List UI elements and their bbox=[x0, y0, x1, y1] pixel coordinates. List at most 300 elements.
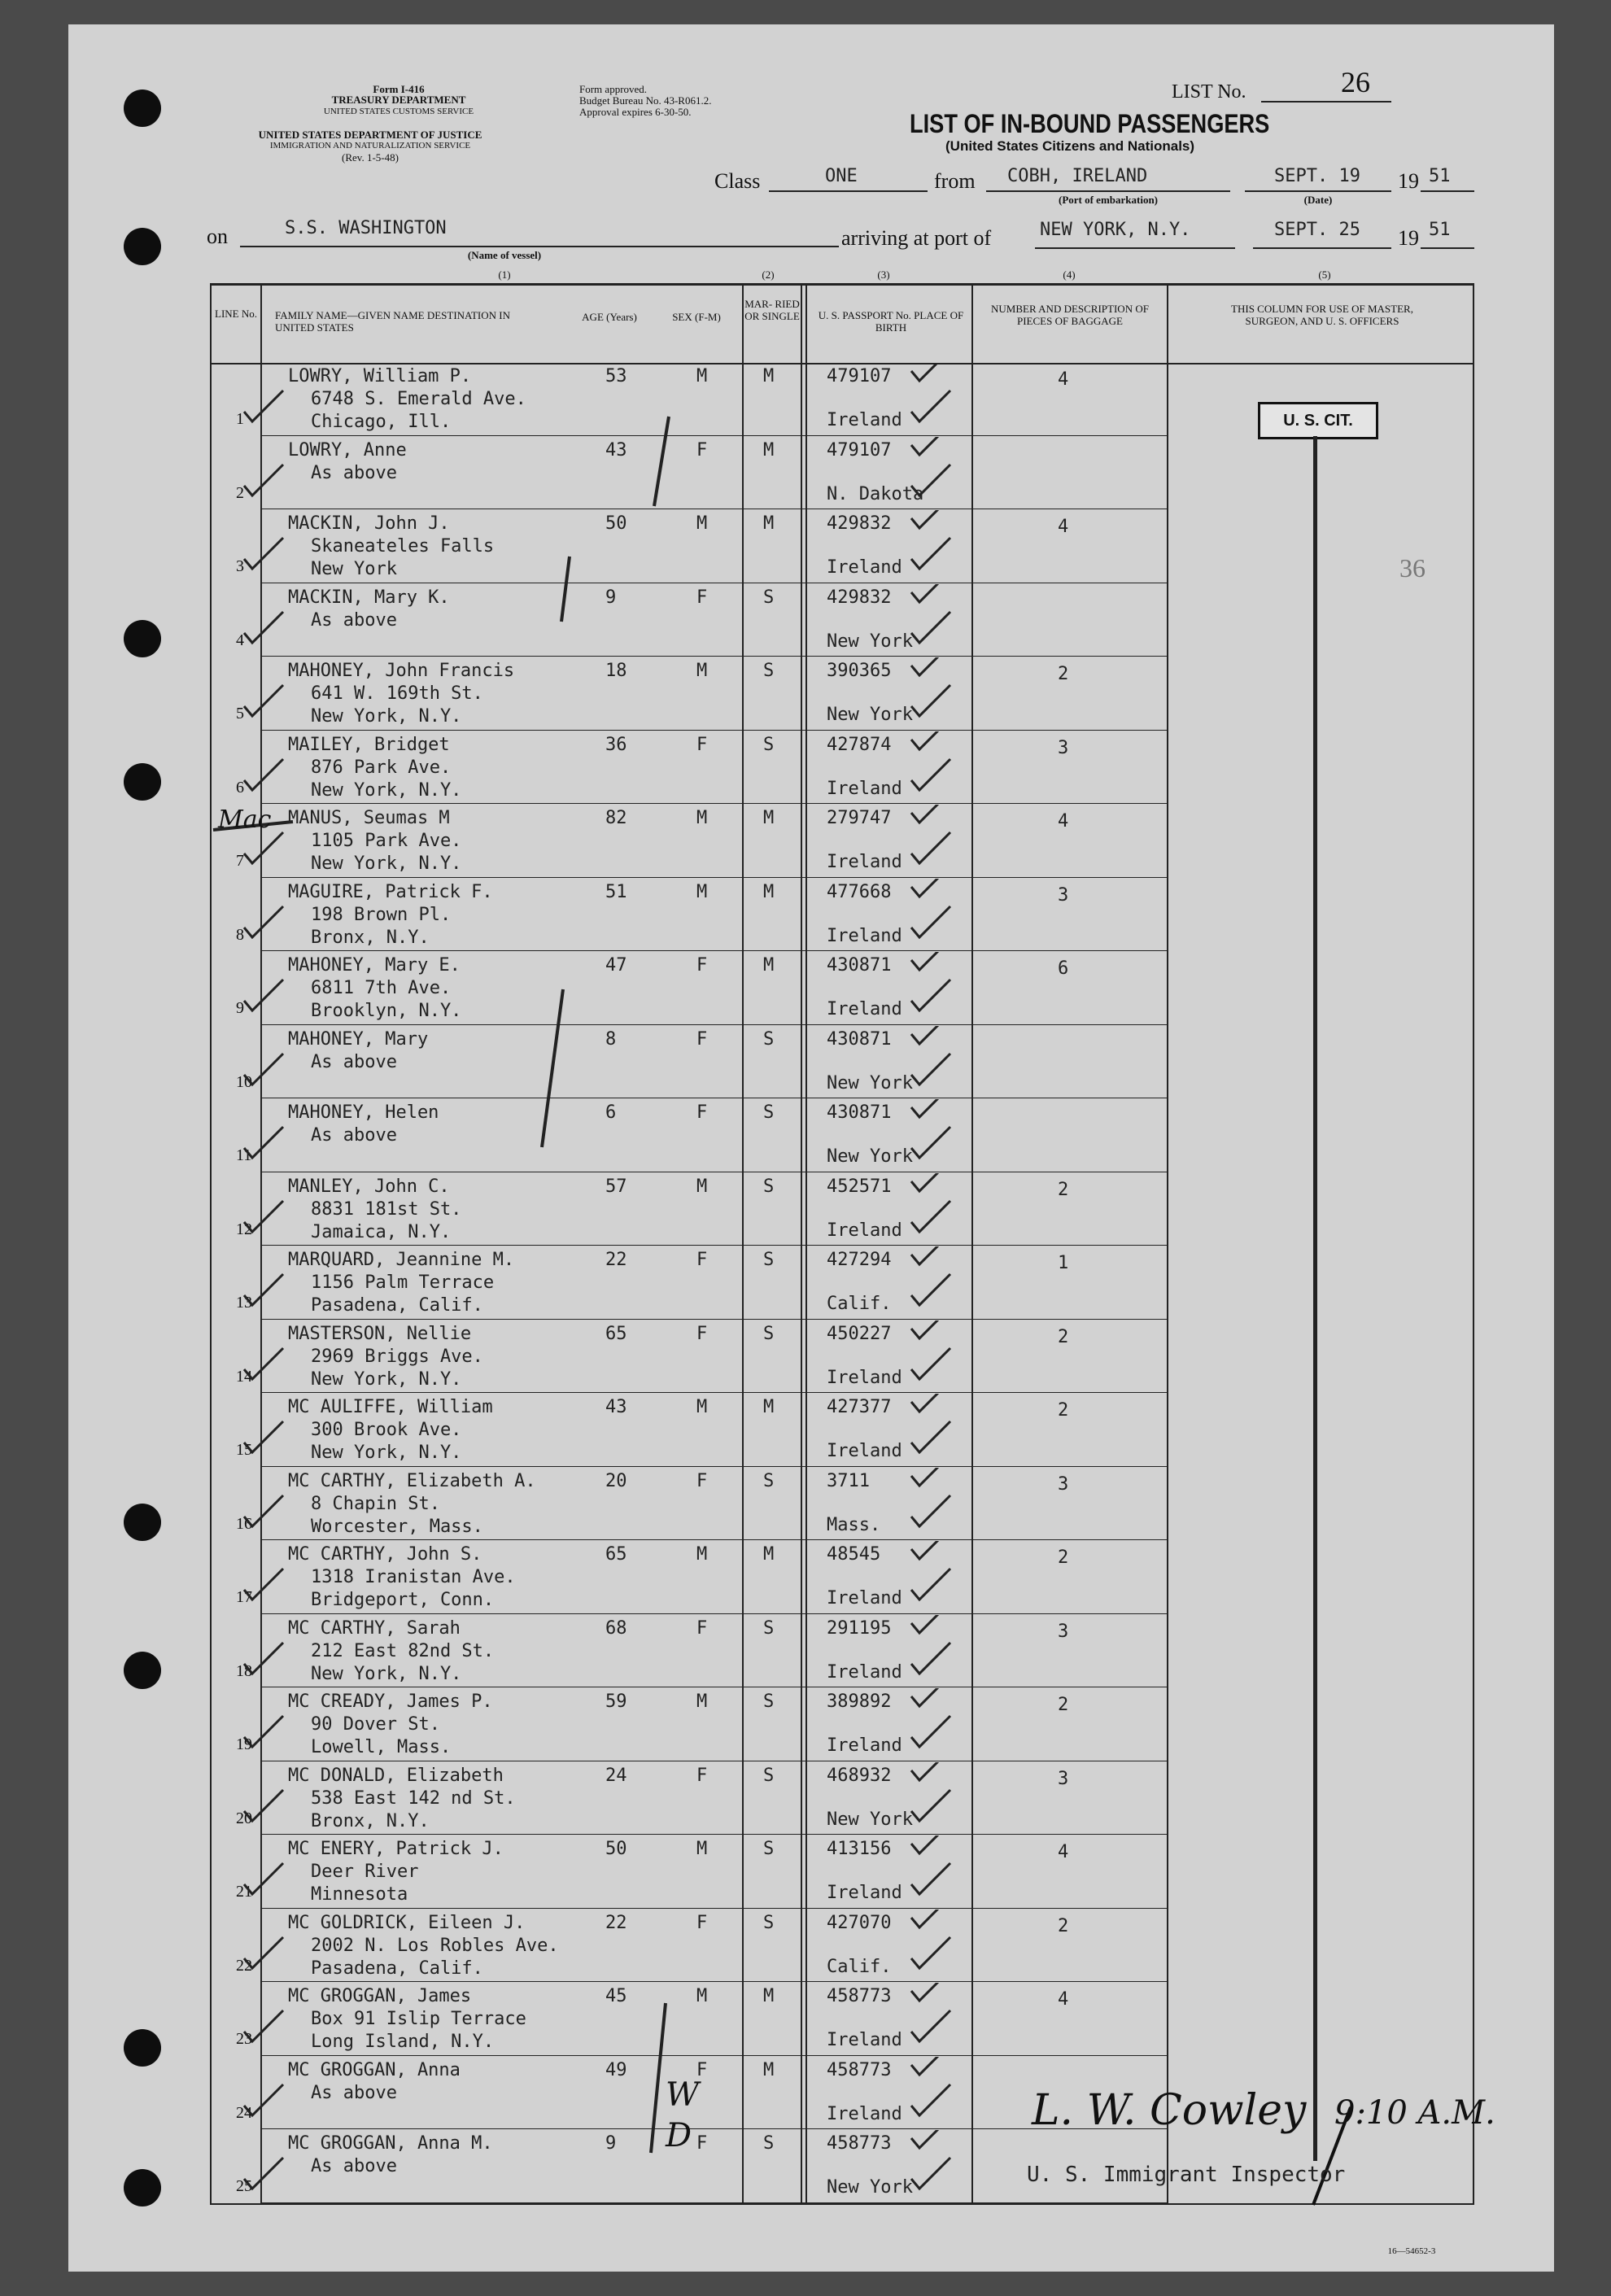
class-underline bbox=[769, 190, 928, 192]
line-number: 13 bbox=[236, 1294, 252, 1312]
check-mark-icon bbox=[0, 1983, 1611, 2056]
table-row bbox=[0, 657, 1611, 731]
sex-value: F bbox=[696, 1028, 708, 1050]
table-row bbox=[0, 879, 1611, 952]
address-line: 6811 7th Ave. bbox=[311, 978, 452, 998]
check-mark-icon bbox=[0, 1541, 1611, 1614]
place-of-birth: New York bbox=[827, 1809, 913, 1830]
name-line: MC CARTHY, John S. bbox=[288, 1544, 482, 1565]
marital-status: S bbox=[763, 587, 775, 608]
address-line: 2002 N. Los Robles Ave. bbox=[311, 1935, 559, 1956]
handwritten-mac: Mac bbox=[218, 805, 272, 834]
marital-status: S bbox=[763, 1176, 775, 1197]
punch-hole bbox=[124, 228, 161, 265]
name-line: MC CARTHY, Sarah bbox=[288, 1617, 461, 1639]
place-of-birth: New York bbox=[827, 705, 913, 725]
baggage-count: 2 bbox=[1058, 1915, 1069, 1936]
check-mark-icon bbox=[0, 731, 1611, 805]
place-of-birth: Calif. bbox=[827, 1294, 892, 1314]
address-line: 6748 S. Emerald Ave. bbox=[311, 389, 526, 409]
header-sex: SEX (F-M) bbox=[672, 311, 721, 323]
name-line: MANUS, Seumas M bbox=[288, 808, 450, 828]
name-line: MAGUIRE, Patrick F. bbox=[288, 881, 493, 902]
name-line: MC DONALD, Elizabeth bbox=[288, 1765, 504, 1786]
address-line: 538 East 142 nd St. bbox=[311, 1787, 516, 1809]
place-of-birth: Ireland bbox=[827, 1588, 902, 1609]
line-number: 6 bbox=[236, 778, 244, 797]
arrival-year-underline bbox=[1421, 247, 1474, 249]
baggage-count: 4 bbox=[1058, 517, 1069, 537]
check-mark-icon bbox=[0, 510, 1611, 583]
passport-number: 477668 bbox=[827, 881, 892, 902]
age-value: 22 bbox=[605, 1912, 627, 1933]
passport-number: 3711 bbox=[827, 1470, 870, 1491]
name-line: MC GROGGAN, Anna M. bbox=[288, 2133, 493, 2154]
sex-value: M bbox=[696, 1691, 708, 1712]
city-line: Brooklyn, N.Y. bbox=[311, 1001, 462, 1021]
arrival-port: NEW YORK, N.Y. bbox=[1040, 220, 1191, 240]
sex-value: M bbox=[696, 661, 708, 681]
marital-status: M bbox=[763, 366, 775, 386]
sex-value: F bbox=[696, 1912, 708, 1933]
line-number: 16 bbox=[236, 1514, 252, 1533]
sex-value: M bbox=[696, 1397, 708, 1417]
marital-status: S bbox=[763, 1912, 775, 1933]
arrival-year: 51 bbox=[1429, 220, 1451, 240]
city-line: New York, N.Y. bbox=[311, 779, 462, 801]
table-row bbox=[0, 1688, 1611, 1761]
age-value: 47 bbox=[605, 955, 627, 976]
marital-status: S bbox=[763, 1323, 775, 1344]
subtitle: (United States Citizens and Nationals) bbox=[945, 138, 1195, 154]
passport-number: 389892 bbox=[827, 1691, 892, 1712]
table-row bbox=[0, 1026, 1611, 1099]
name-line: MAHONEY, Mary E. bbox=[288, 955, 461, 976]
arrival-date-underline bbox=[1253, 247, 1391, 249]
approval-1: Form approved. bbox=[579, 83, 648, 95]
address-line: As above bbox=[311, 2082, 397, 2103]
annotation-36: 36 bbox=[1399, 553, 1425, 583]
header-married: MAR- RIED OR SINGLE bbox=[744, 298, 800, 322]
passport-number: 427070 bbox=[827, 1912, 892, 1933]
sex-value: F bbox=[696, 587, 708, 608]
marital-status: M bbox=[763, 1986, 775, 2006]
line-number: 11 bbox=[236, 1146, 252, 1164]
address-line: 8831 181st St. bbox=[311, 1198, 462, 1220]
sex-value: F bbox=[696, 1102, 708, 1123]
address-line: 198 Brown Pl. bbox=[311, 904, 452, 925]
name-line: MC CARTHY, Elizabeth A. bbox=[288, 1470, 536, 1491]
baggage-count: 3 bbox=[1058, 1473, 1069, 1495]
check-mark-icon bbox=[0, 1026, 1611, 1099]
line-number: 24 bbox=[236, 2103, 252, 2122]
baggage-count: 6 bbox=[1058, 958, 1069, 979]
passport-number: 450227 bbox=[827, 1323, 892, 1344]
line-number: 10 bbox=[236, 1072, 252, 1091]
age-value: 43 bbox=[605, 1397, 627, 1417]
line-number: 19 bbox=[236, 1735, 252, 1753]
name-line: MAILEY, Bridget bbox=[288, 734, 450, 755]
place-of-birth: Ireland bbox=[827, 2030, 902, 2050]
passport-number: 291195 bbox=[827, 1617, 892, 1639]
address-line: 212 East 82nd St. bbox=[311, 1640, 495, 1661]
table-row bbox=[0, 1246, 1611, 1320]
city-line: Bronx, N.Y. bbox=[311, 927, 430, 948]
age-value: 50 bbox=[605, 513, 627, 534]
marital-status: S bbox=[763, 734, 775, 755]
line-number: 17 bbox=[236, 1588, 252, 1606]
header-baggage: NUMBER AND DESCRIPTION OF PIECES OF BAGGAGE bbox=[991, 303, 1149, 327]
passport-number: 430871 bbox=[827, 1102, 892, 1123]
inspector-signature: L. W. Cowley bbox=[1032, 2086, 1307, 2135]
place-of-birth: N. Dakota bbox=[827, 483, 924, 504]
place-of-birth: Ireland bbox=[827, 2103, 902, 2124]
address-line: 1156 Palm Terrace bbox=[311, 1272, 495, 1293]
sex-value: F bbox=[696, 1323, 708, 1344]
name-line: MAHONEY, Mary bbox=[288, 1028, 429, 1050]
baggage-count: 4 bbox=[1058, 1989, 1069, 2010]
line-number: 7 bbox=[236, 852, 244, 870]
line-number: 22 bbox=[236, 1956, 252, 1975]
name-line: LOWRY, Anne bbox=[288, 439, 407, 461]
customs-service: UNITED STATES CUSTOMS SERVICE bbox=[323, 107, 474, 116]
name-line: MARQUARD, Jeannine M. bbox=[288, 1250, 515, 1270]
marital-status: S bbox=[763, 661, 775, 681]
city-line: New York, N.Y. bbox=[311, 1443, 462, 1463]
sex-value: M bbox=[696, 1839, 708, 1859]
passport-number: 429832 bbox=[827, 513, 892, 534]
address-line: 1105 Park Ave. bbox=[311, 831, 462, 851]
justice-dept: UNITED STATES DEPARTMENT OF JUSTICE bbox=[258, 129, 482, 141]
arrival-year-prefix: 19 bbox=[1398, 226, 1419, 250]
place-of-birth: Ireland bbox=[827, 1367, 902, 1388]
check-mark-icon bbox=[0, 2130, 1611, 2203]
check-mark-icon bbox=[0, 1394, 1611, 1467]
sex-value: F bbox=[696, 1250, 708, 1270]
name-line: MASTERSON, Nellie bbox=[288, 1323, 472, 1344]
check-mark-icon bbox=[0, 1468, 1611, 1541]
place-of-birth: Ireland bbox=[827, 557, 902, 578]
table-row bbox=[0, 1099, 1611, 1172]
marital-status: M bbox=[763, 808, 775, 828]
place-of-birth: Calif. bbox=[827, 1956, 892, 1977]
place-of-birth: Ireland bbox=[827, 1883, 902, 1903]
place-of-birth: Ireland bbox=[827, 1220, 902, 1241]
age-value: 50 bbox=[605, 1839, 627, 1859]
baggage-count: 1 bbox=[1058, 1253, 1069, 1273]
table-row bbox=[0, 1468, 1611, 1541]
check-mark-icon bbox=[0, 1910, 1611, 1983]
date-underline bbox=[1245, 190, 1391, 192]
approval-3: Approval expires 6-30-50. bbox=[579, 106, 692, 118]
city-line: Pasadena, Calif. bbox=[311, 1295, 483, 1316]
marital-status: S bbox=[763, 1691, 775, 1712]
city-line: Jamaica, N.Y. bbox=[311, 1221, 452, 1242]
city-line: New York, N.Y. bbox=[311, 706, 462, 727]
city-line: Minnesota bbox=[311, 1884, 408, 1905]
name-line: LOWRY, William P. bbox=[288, 366, 472, 386]
address-line: 2969 Briggs Ave. bbox=[311, 1346, 483, 1367]
passport-number: 479107 bbox=[827, 439, 892, 461]
baggage-count: 2 bbox=[1058, 1547, 1069, 1568]
name-line: MAHONEY, Helen bbox=[288, 1102, 439, 1123]
age-value: 57 bbox=[605, 1176, 627, 1197]
form-number: Form I-416 bbox=[373, 83, 425, 95]
table-row bbox=[0, 1762, 1611, 1835]
age-value: 24 bbox=[605, 1765, 627, 1786]
age-value: 36 bbox=[605, 734, 627, 755]
name-line: MC CREADY, James P. bbox=[288, 1691, 493, 1712]
address-line: As above bbox=[311, 609, 397, 631]
city-line: New York, N.Y. bbox=[311, 1368, 462, 1390]
marital-status: S bbox=[763, 1250, 775, 1270]
check-mark-icon bbox=[0, 1320, 1611, 1394]
treasury-dept: TREASURY DEPARTMENT bbox=[331, 94, 466, 106]
check-mark-icon bbox=[0, 1173, 1611, 1246]
city-line: Lowell, Mass. bbox=[311, 1737, 452, 1757]
table-row bbox=[0, 510, 1611, 583]
marital-status: M bbox=[763, 513, 775, 534]
age-value: 82 bbox=[605, 808, 627, 828]
table-row bbox=[0, 1910, 1611, 1983]
city-line: New York, N.Y. bbox=[311, 853, 462, 874]
marital-status: M bbox=[763, 439, 775, 461]
table-row bbox=[0, 1394, 1611, 1467]
header-officers: THIS COLUMN FOR USE OF MASTER, SURGEON, AND U. S. OFFICERS bbox=[1231, 303, 1413, 327]
marital-status: S bbox=[763, 2133, 775, 2154]
arriving-label: arriving at port of bbox=[841, 226, 992, 250]
col-num-1: (1) bbox=[498, 268, 511, 281]
name-line: MACKIN, Mary K. bbox=[288, 587, 450, 608]
sex-value: M bbox=[696, 808, 708, 828]
check-mark-icon bbox=[0, 1835, 1611, 1909]
col-num-2: (2) bbox=[762, 268, 775, 281]
age-value: 68 bbox=[605, 1617, 627, 1639]
line-number: 3 bbox=[236, 557, 244, 575]
vessel-underline bbox=[240, 246, 839, 247]
passport-number: 458773 bbox=[827, 1986, 892, 2006]
passport-number: 48545 bbox=[827, 1544, 881, 1565]
age-value: 8 bbox=[605, 1028, 617, 1050]
check-mark-icon bbox=[0, 1099, 1611, 1172]
marital-status: S bbox=[763, 1028, 775, 1050]
age-value: 49 bbox=[605, 2059, 627, 2080]
age-value: 45 bbox=[605, 1986, 627, 2006]
marital-status: M bbox=[763, 1544, 775, 1565]
table-row bbox=[0, 1541, 1611, 1614]
baggage-count: 3 bbox=[1058, 884, 1069, 906]
age-value: 51 bbox=[605, 881, 627, 902]
table-row bbox=[0, 1983, 1611, 2056]
address-line: 876 Park Ave. bbox=[311, 757, 452, 778]
name-line: MAHONEY, John Francis bbox=[288, 661, 515, 681]
table-bottom-rule bbox=[210, 2203, 1474, 2205]
city-line: Worcester, Mass. bbox=[311, 1516, 483, 1537]
line-number: 14 bbox=[236, 1367, 252, 1386]
passport-number: 458773 bbox=[827, 2133, 892, 2154]
baggage-count: 3 bbox=[1058, 737, 1069, 758]
age-value: 20 bbox=[605, 1470, 627, 1491]
check-mark-icon bbox=[0, 952, 1611, 1025]
address-line: 8 Chapin St. bbox=[311, 1493, 440, 1514]
check-mark-icon bbox=[0, 1688, 1611, 1761]
port-underline bbox=[986, 190, 1230, 192]
arrival-port-underline bbox=[1035, 247, 1235, 249]
baggage-count: 3 bbox=[1058, 1621, 1069, 1642]
passport-number: 452571 bbox=[827, 1176, 892, 1197]
line-number: 18 bbox=[236, 1661, 252, 1680]
passport-number: 430871 bbox=[827, 955, 892, 976]
check-mark-icon bbox=[0, 657, 1611, 731]
list-no-label: LIST No. bbox=[1172, 81, 1246, 103]
city-line: New York, N.Y. bbox=[311, 1663, 462, 1684]
approval-2: Budget Bureau No. 43-R061.2. bbox=[579, 94, 712, 107]
check-mark-icon bbox=[0, 879, 1611, 952]
line-number: 9 bbox=[236, 999, 244, 1017]
city-line: Bronx, N.Y. bbox=[311, 1810, 430, 1831]
table-row bbox=[0, 1173, 1611, 1246]
place-of-birth: Ireland bbox=[827, 1735, 902, 1756]
marital-status: S bbox=[763, 1470, 775, 1491]
line-number: 15 bbox=[236, 1441, 252, 1459]
name-line: MC GROGGAN, Anna bbox=[288, 2059, 461, 2080]
marital-status: S bbox=[763, 1839, 775, 1859]
marital-status: S bbox=[763, 1617, 775, 1639]
address-line: As above bbox=[311, 1051, 397, 1072]
city-line: Chicago, Ill. bbox=[311, 412, 452, 432]
list-no-underline bbox=[1261, 101, 1391, 103]
age-value: 43 bbox=[605, 439, 627, 461]
place-of-birth: Ireland bbox=[827, 999, 902, 1019]
signature-time: 9:10 A.M. bbox=[1334, 2094, 1495, 2132]
age-value: 9 bbox=[605, 587, 617, 608]
sex-value: F bbox=[696, 734, 708, 755]
age-value: 22 bbox=[605, 1250, 627, 1270]
passport-number: 390365 bbox=[827, 661, 892, 681]
age-value: 65 bbox=[605, 1323, 627, 1344]
address-line: 90 Dover St. bbox=[311, 1714, 440, 1735]
sex-value: M bbox=[696, 366, 708, 386]
place-of-birth: New York bbox=[827, 2177, 913, 2198]
sex-value: F bbox=[696, 955, 708, 976]
header-passport: U. S. PASSPORT No. PLACE OF BIRTH bbox=[818, 309, 964, 334]
sex-value: M bbox=[696, 881, 708, 902]
sex-value: M bbox=[696, 1176, 708, 1197]
baggage-count: 4 bbox=[1058, 1842, 1069, 1862]
list-no-value: 26 bbox=[1341, 66, 1370, 98]
line-number: 25 bbox=[236, 2177, 252, 2195]
year-value: 51 bbox=[1429, 166, 1451, 186]
date-caption: (Date) bbox=[1303, 194, 1333, 206]
arrival-date: SEPT. 25 bbox=[1274, 220, 1360, 240]
line-number: 2 bbox=[236, 483, 244, 502]
wd-mark: W D bbox=[666, 2076, 700, 2154]
table-row bbox=[0, 1320, 1611, 1394]
address-line: 641 W. 169th St. bbox=[311, 683, 483, 704]
on-label: on bbox=[207, 225, 228, 248]
place-of-birth: Ireland bbox=[827, 1441, 902, 1461]
col-num-4: (4) bbox=[1063, 268, 1076, 281]
line-number: 20 bbox=[236, 1809, 252, 1827]
city-line: Bridgeport, Conn. bbox=[311, 1590, 495, 1610]
passport-number: 427377 bbox=[827, 1397, 892, 1417]
sex-value: F bbox=[696, 2059, 708, 2080]
age-value: 65 bbox=[605, 1544, 627, 1565]
marital-status: M bbox=[763, 1397, 775, 1417]
table-row bbox=[0, 952, 1611, 1025]
vessel-caption: (Name of vessel) bbox=[467, 249, 542, 261]
sex-value: F bbox=[696, 439, 708, 461]
baggage-count: 2 bbox=[1058, 1400, 1069, 1421]
line-number: 8 bbox=[236, 925, 244, 944]
check-mark-icon bbox=[0, 1762, 1611, 1835]
port-caption: (Port of embarkation) bbox=[1058, 194, 1159, 206]
place-of-birth: Ireland bbox=[827, 410, 902, 430]
class-label: Class bbox=[714, 169, 761, 193]
baggage-count: 4 bbox=[1058, 369, 1069, 390]
from-label: from bbox=[934, 169, 976, 193]
passport-number: 458773 bbox=[827, 2059, 892, 2080]
name-line: MANLEY, John C. bbox=[288, 1176, 450, 1197]
title: LIST OF IN-BOUND PASSENGERS bbox=[910, 109, 1270, 138]
year-prefix: 19 bbox=[1398, 169, 1419, 193]
passport-number: 468932 bbox=[827, 1765, 892, 1786]
table-row bbox=[0, 437, 1611, 510]
address-line: As above bbox=[311, 462, 397, 483]
line-number: 5 bbox=[236, 705, 244, 722]
line-number: 21 bbox=[236, 1883, 252, 1901]
sex-value: M bbox=[696, 1544, 708, 1565]
address-line: Box 91 Islip Terrace bbox=[311, 2009, 526, 2029]
check-mark-icon bbox=[0, 1246, 1611, 1320]
passport-number: 479107 bbox=[827, 366, 892, 386]
place-of-birth: Ireland bbox=[827, 778, 902, 799]
line-number: 12 bbox=[236, 1220, 252, 1238]
vessel-name: S.S. WASHINGTON bbox=[285, 218, 447, 238]
baggage-count: 2 bbox=[1058, 1695, 1069, 1715]
year-underline bbox=[1421, 190, 1474, 192]
check-mark-icon bbox=[0, 584, 1611, 657]
marital-status: S bbox=[763, 1102, 775, 1123]
table-row bbox=[0, 1615, 1611, 1688]
place-of-birth: Ireland bbox=[827, 1661, 902, 1683]
passport-number: 430871 bbox=[827, 1028, 892, 1050]
passport-number: 429832 bbox=[827, 587, 892, 608]
place-of-birth: New York bbox=[827, 1146, 913, 1167]
stamp-ditto-line bbox=[1313, 436, 1317, 2161]
header-age: AGE (Years) bbox=[582, 311, 637, 323]
check-mark-icon bbox=[0, 1615, 1611, 1688]
age-value: 59 bbox=[605, 1691, 627, 1712]
table-top-rule bbox=[210, 283, 1474, 286]
table-row bbox=[0, 2130, 1611, 2203]
inspector-title: U. S. Immigrant Inspector bbox=[1027, 2163, 1346, 2187]
place-of-birth: Ireland bbox=[827, 852, 902, 872]
age-value: 53 bbox=[605, 366, 627, 386]
marital-status: S bbox=[763, 1765, 775, 1786]
marital-status: M bbox=[763, 2059, 775, 2080]
ins-service: IMMIGRATION AND NATURALIZATION SERVICE bbox=[269, 141, 471, 151]
line-number: 1 bbox=[236, 410, 244, 428]
baggage-count: 3 bbox=[1058, 1768, 1069, 1789]
check-mark-icon bbox=[0, 437, 1611, 510]
sex-value: F bbox=[696, 1617, 708, 1639]
name-line: MC ENERY, Patrick J. bbox=[288, 1839, 504, 1859]
passport-number: 279747 bbox=[827, 808, 892, 828]
embarkation-port: COBH, IRELAND bbox=[1007, 166, 1148, 186]
sex-value: M bbox=[696, 513, 708, 534]
header-line-no: LINE No. bbox=[215, 308, 257, 320]
